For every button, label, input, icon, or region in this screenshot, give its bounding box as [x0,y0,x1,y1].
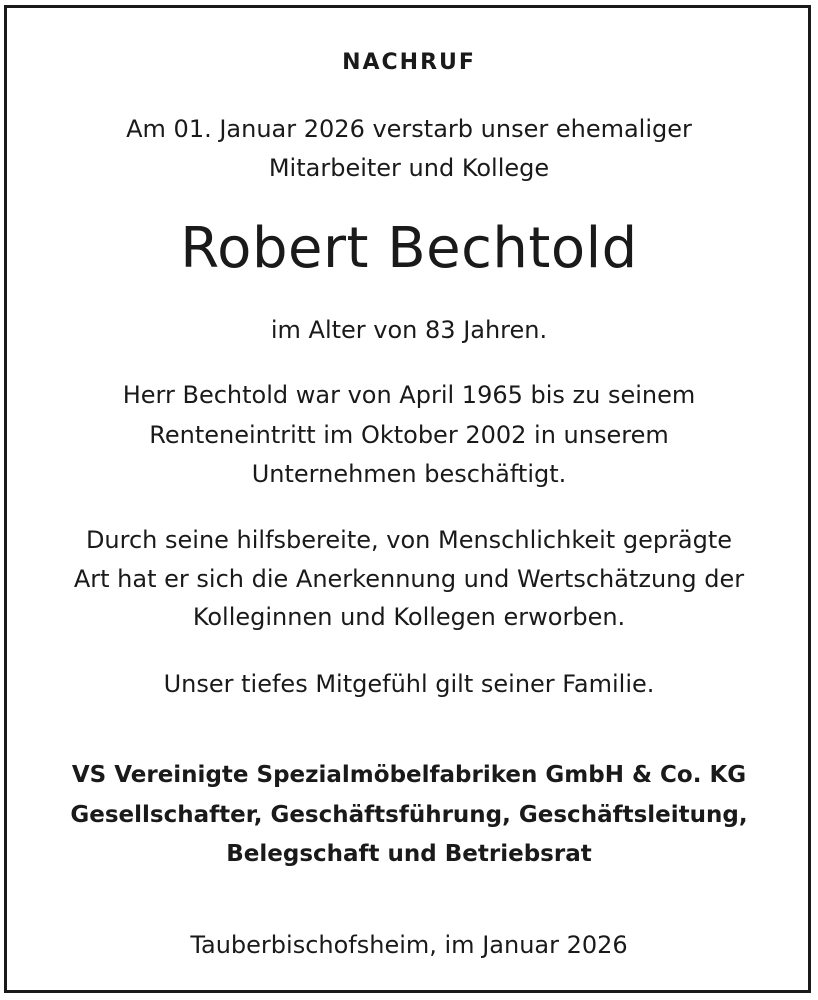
tribute-line-2: Art hat er sich die Anerkennung und Wertschätzung der [73,565,745,593]
tribute-line-3: Kolleginnen und Kollegen erworben. [192,603,626,631]
employment-line-3: Unternehmen beschäftigt. [251,460,567,488]
place-date: Tauberbischofsheim, im Januar 2026 [190,931,628,959]
condolence-line: Unser tiefes Mitgefühl gilt seiner Familie. [163,670,655,698]
intro-line-2: Mitarbeiter und Kollege [268,154,550,182]
age-line: im Alter von 83 Jahren. [270,316,548,344]
signatory-staff: Belegschaft und Betriebsrat [226,841,592,867]
deceased-name: Robert Bechtold [180,216,638,281]
employment-line-1: Herr Bechtold war von April 1965 bis zu seinem [122,381,696,409]
signatory-management: Gesellschafter, Geschäftsführung, Geschäftsleitung, [70,802,748,828]
intro-line-1: Am 01. Januar 2026 verstarb unser ehemaliger [126,115,692,143]
obituary-heading: NACHRUF [342,50,476,75]
tribute-line-1: Durch seine hilfsbereite, von Menschlichkeit geprägte [85,526,733,554]
signatory-company: VS Vereinigte Spezialmöbelfabriken GmbH & Co. KG [71,762,747,788]
employment-line-2: Renteneintritt im Oktober 2002 in unserem [149,421,669,449]
